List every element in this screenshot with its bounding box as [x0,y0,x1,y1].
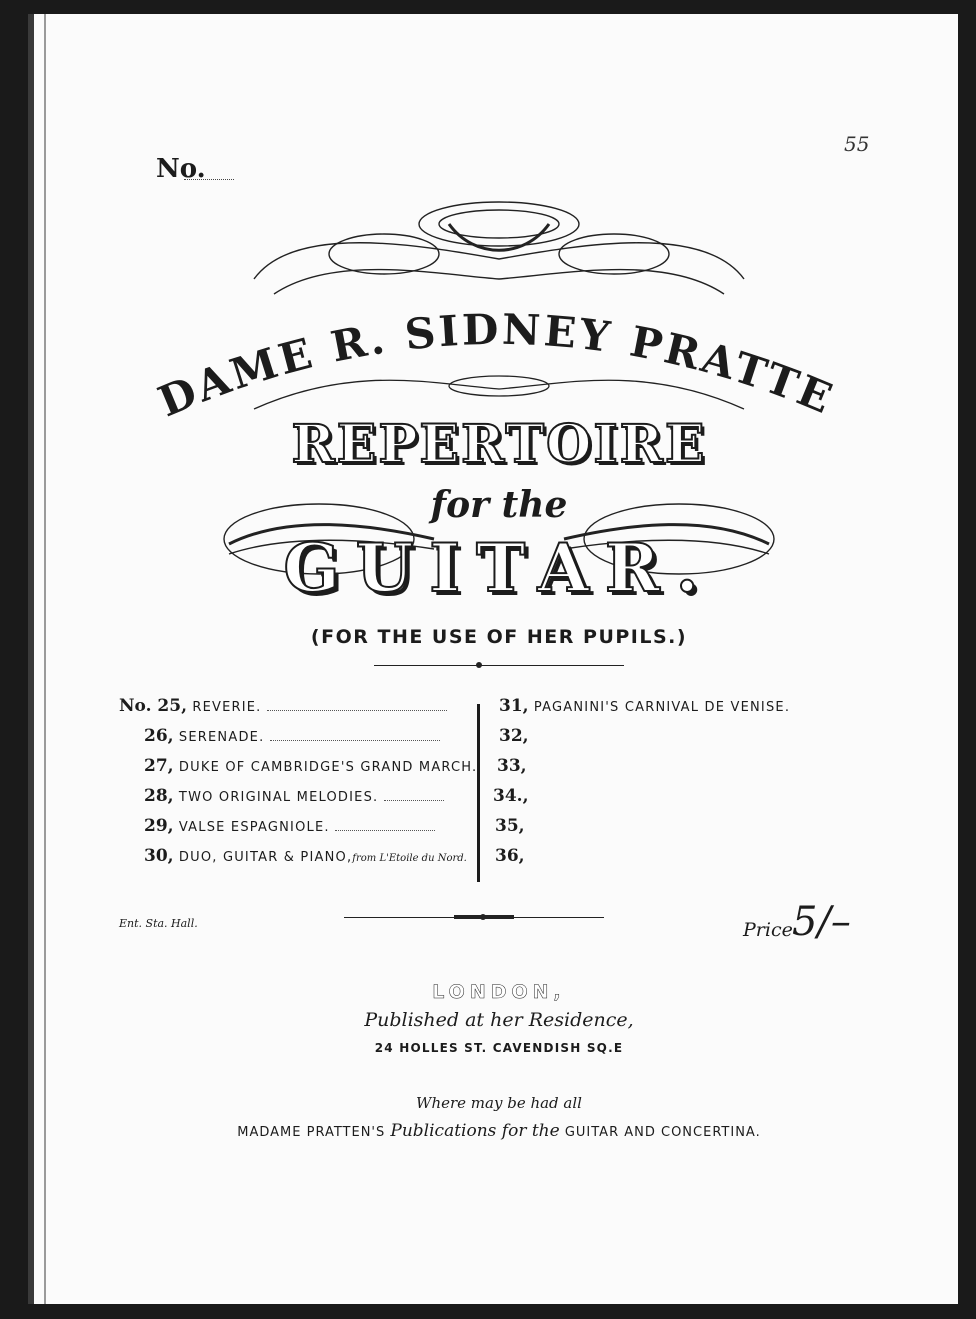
item-number: 36, [495,846,525,866]
item-title: SERENADE. [178,730,265,745]
divider-top [374,665,624,666]
list-item [493,786,529,806]
item-number: 29, [144,816,174,836]
item-title: DUO, GUITAR & PIANO, [178,850,353,865]
divider-top-dot [476,662,482,668]
item-number: 33, [497,756,527,776]
title-page [28,14,958,1304]
list-item [144,726,440,746]
list-item [495,816,525,836]
list-item [495,846,525,866]
list-item [144,786,444,806]
entered-stationers-hall: Ent. Sta. Hall. [119,917,198,930]
publications-line [34,1121,964,1141]
list-item [499,726,529,746]
item-title: TWO ORIGINAL MELODIES. [178,790,379,805]
column-divider [477,704,480,882]
list-item [499,696,790,716]
availability-line: Where may be had all [416,1094,582,1112]
list-item [119,696,447,716]
title-guitar: GUITAR. [283,529,715,607]
item-number: 31, [499,696,529,716]
item-number: 27, [144,756,174,776]
item-number: 35, [495,816,525,836]
pencil-note: 55 [844,132,870,156]
item-number: 28, [144,786,174,806]
item-number: 30, [144,846,174,866]
item-note: from L'Etoile du Nord. [352,853,467,864]
item-title: DUKE OF CAMBRIDGE'S GRAND MARCH. [178,760,478,775]
item-number: No. 25, [119,696,187,716]
price-value: 5/– [792,899,851,945]
publisher-address: 24 HOLLES ST. CAVENDISH SQ.E [374,1041,624,1055]
list-item [144,846,467,866]
divider-bottom-dot [480,914,486,920]
catalogue-number-blank [184,179,234,180]
publisher-city: LONDON, [432,981,566,1003]
item-number: 26, [144,726,174,746]
list-item [144,816,435,836]
list-item [144,756,477,776]
item-title: PAGANINI'S CARNIVAL DE VENISE. [533,700,791,715]
title-repertoire: REPERTOIRE [291,414,707,475]
publications-instruments: GUITAR AND CONCERTINA. [564,1125,761,1140]
item-number: 34., [493,786,529,806]
title-for-the: for the [430,484,568,526]
publications-author: MADAME PRATTEN'S [237,1125,386,1140]
published-line: Published at her Residence, [364,1009,634,1031]
catalogue-number-label: No. [156,154,206,184]
item-title: VALSE ESPAGNIOLE. [178,820,330,835]
list-item [497,756,527,776]
arched-title-text: DAME R. SIDNEY PRATTE [151,304,842,427]
publications-italic: Publications for the [390,1121,560,1141]
item-number: 32, [499,726,529,746]
subtitle: (FOR THE USE OF HER PUPILS.) [310,626,688,648]
price-label: Price [743,919,793,941]
item-title: REVERIE. [192,700,262,715]
